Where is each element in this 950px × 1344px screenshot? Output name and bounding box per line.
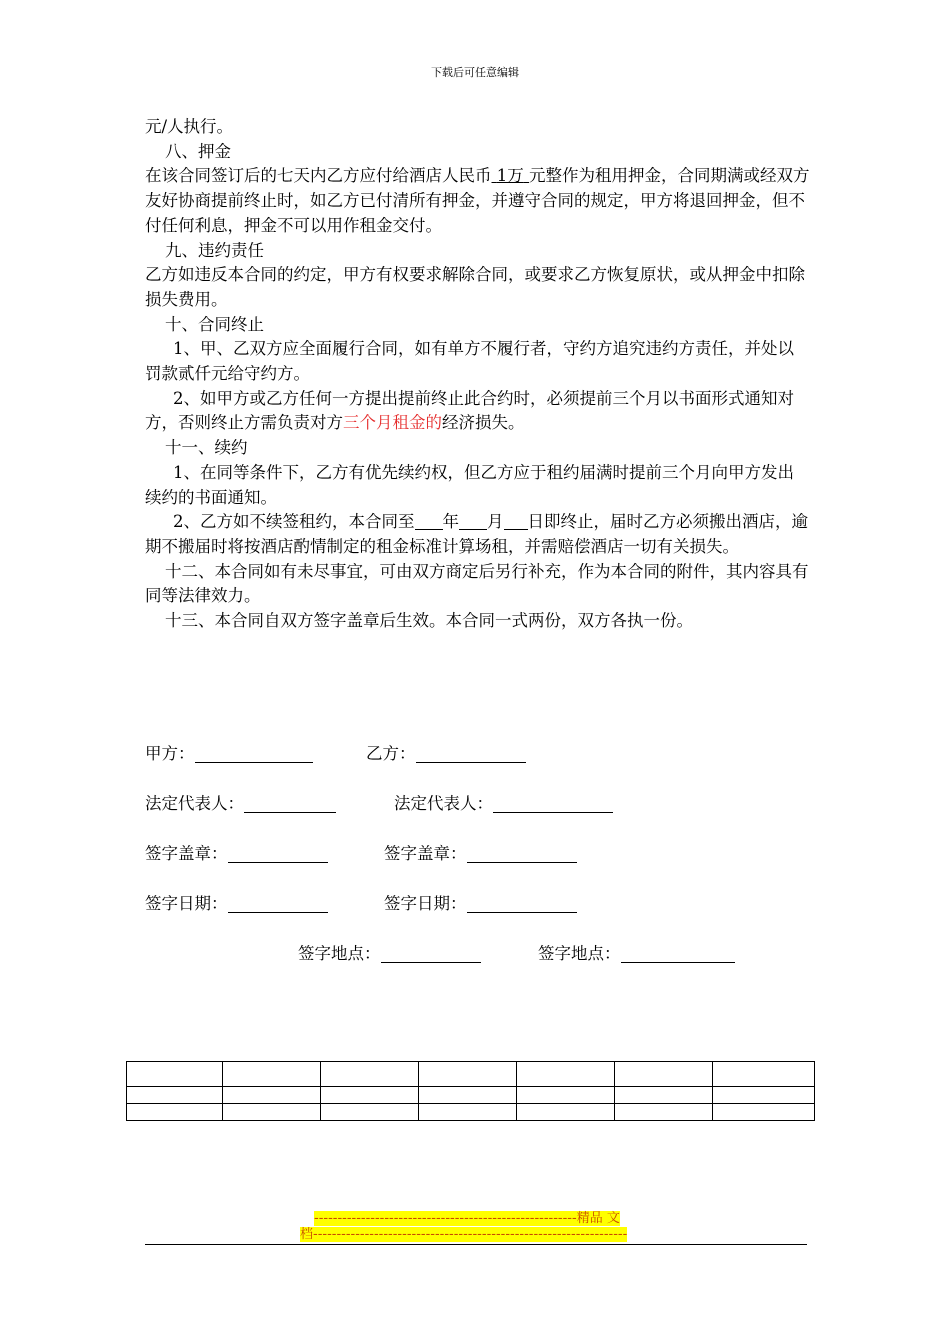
empty-table [126,1061,815,1121]
seal-a-field: 签字盖章： [145,840,328,864]
table-cell [517,1087,615,1104]
table-cell [223,1087,321,1104]
seal-b-blank [467,844,577,863]
seal-a-blank [228,844,328,863]
section-12: 十二、本合同如有未尽事宜，可由双方商定后另行补充，作为本合同的附件，其内容具有同等法律效力。 [145,561,809,606]
table-cell [615,1062,713,1087]
table-cell [223,1104,321,1121]
footer-line-1: --------------------------------------------------------精品 文 [314,1211,620,1226]
table-cell [321,1062,419,1087]
section-11-item-1: 1、在同等条件下，乙方有优先续约权，但乙方应于租约届满时提前三个月向甲方发出续约的书面通知。 [145,462,794,507]
highlighted-penalty: 三个月租金的 [343,413,442,433]
rep-a-field: 法定代表人： [145,790,336,814]
party-b-blank [416,744,526,763]
table-cell [127,1062,223,1087]
table-cell [615,1087,713,1104]
day-blank [504,513,528,530]
contract-body [145,115,810,634]
table-cell [615,1104,713,1121]
rep-b-field: 法定代表人： [394,790,613,814]
section-10-item-2: 2、如甲方或乙方任何一方提出提前终止此合约时，必须提前三个月以书面形式通知对方，否则终止方需负责对方三个月租金的经济损失。 [145,388,794,433]
footer-rule [145,1244,807,1245]
section-11-title: 十一、续约 [165,438,248,458]
footer-watermark [300,1211,648,1243]
table-cell [419,1087,517,1104]
section-13: 十三、本合同自双方签字盖章后生效。本合同一式两份，双方各执一份。 [165,611,693,631]
table-row [127,1062,815,1087]
month-blank [459,513,487,530]
table-cell [321,1104,419,1121]
table-cell [127,1087,223,1104]
date-a-field: 签字日期： [145,890,328,914]
table-row [127,1087,815,1104]
party-b-field: 乙方： [366,740,526,764]
date-b-blank [467,894,577,913]
table-row [127,1104,815,1121]
table-cell [127,1104,223,1121]
deposit-amount: 1万 [496,166,524,186]
table-cell [517,1062,615,1087]
section-9-title: 九、违约责任 [165,240,264,260]
table-cell [419,1104,517,1121]
table-cell [713,1087,815,1104]
footer-line-2: 档------------------------------------------------------------------- [300,1227,628,1242]
table-cell [419,1062,517,1087]
party-a-field: 甲方： [145,740,313,764]
date-b-field: 签字日期： [384,890,577,914]
section-10-item-1: 1、甲、乙双方应全面履行合同，如有单方不履行者，守约方追究违约方责任，并处以罚款贰仟元给守约方。 [145,339,794,384]
rep-a-blank [244,794,336,813]
table-cell [517,1104,615,1121]
place-a-field: 签字地点： [298,940,481,964]
table-cell [713,1062,815,1087]
rep-b-blank [493,794,613,813]
section-8-title: 八、押金 [165,141,231,161]
seal-b-field: 签字盖章： [384,840,577,864]
page-header: 下载后可任意编辑 [431,66,519,79]
section-11-item-2: 2、乙方如不续签租约，本合同至 年 月 日即终止，届时乙方必须搬出酒店，逾期不搬届时将按酒店酌情制定的租金标准计算场租，并需赔偿酒店一切有关损失。 [145,512,808,556]
table-cell [713,1104,815,1121]
table-cell [223,1062,321,1087]
place-b-field: 签字地点： [538,940,735,964]
date-a-blank [228,894,328,913]
section-8-text: 在该合同签订后的七天内乙方应付给酒店人民币 1万 元整作为租用押金，合同期满或经双方友好协商提前终止时，如乙方已付清所有押金，并遵守合同的规定，甲方将退回押金，但不付任何利息，押金不可以用作租金交付。 [145,166,810,235]
table-cell [321,1087,419,1104]
place-a-blank [381,944,481,963]
party-a-blank [195,744,313,763]
place-b-blank [621,944,735,963]
section-10-title: 十、合同终止 [165,314,264,334]
year-blank [415,513,443,530]
section-9-text: 乙方如违反本合同的约定，甲方有权要求解除合同，或要求乙方恢复原状，或从押金中扣除损失费用。 [145,265,805,309]
paragraph-continuation: 元/人执行。 [145,117,234,136]
